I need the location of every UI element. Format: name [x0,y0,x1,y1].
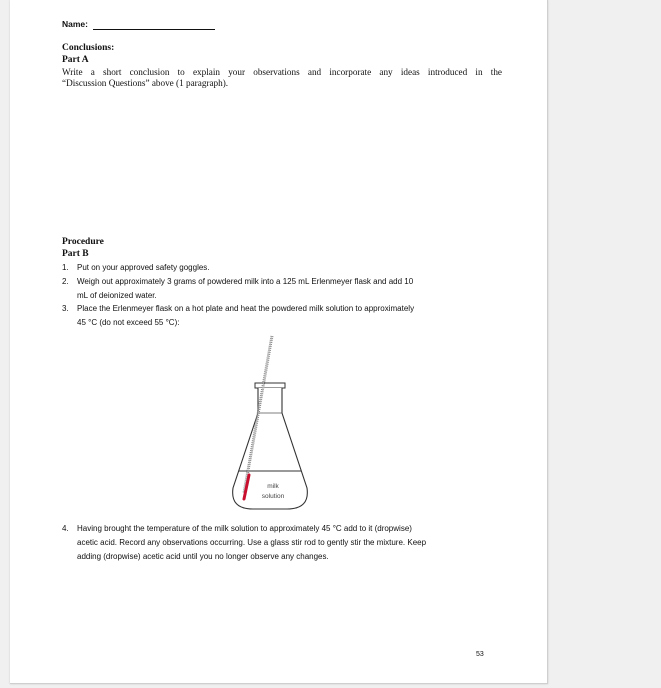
step-number: 4. [62,524,69,533]
step-text: Place the Erlenmeyer flask on a hot plate and heat the powdered milk solution to approximately [77,304,415,313]
procedure-heading: Procedure [62,237,104,247]
step-text: Put on your approved safety goggles. [77,263,210,272]
step-text: 45 °C (do not exceed 55 °C): [77,318,180,327]
step-number: 2. [62,277,69,286]
flask-label-solution: solution [261,493,285,500]
part-b-heading: Part B [62,249,89,259]
step-text: adding (dropwise) acetic acid until you no longer observe any changes. [77,552,329,561]
name-label: Name: [62,19,88,29]
step-number: 1. [62,263,69,272]
erlenmeyer-flask-figure [225,333,335,518]
step-text: mL of deionized water. [77,291,157,300]
conclusions-text-line1: Write a short conclusion to explain your observations and incorporate any ideas introduced in the [62,67,502,77]
conclusions-text-line2: “Discussion Questions” above (1 paragraph). [62,78,229,88]
step-text: Weigh out approximately 3 grams of powdered milk into a 125 mL Erlenmeyer flask and add 10 [77,277,414,286]
conclusions-heading: Conclusions: [62,43,115,53]
flask-rim [255,383,285,388]
page-number: 53 [476,651,484,658]
viewer-background [547,0,661,688]
flask-outline [233,388,308,509]
step-text: acetic acid. Record any observations occurring. Use a glass stir rod to gently stir the mixture. Keep [77,538,427,547]
part-a-heading: Part A [62,55,89,65]
name-field-line [93,29,215,30]
step-text: Having brought the temperature of the milk solution to approximately 45 °C add to it (dropwise) [77,524,412,533]
flask-label-milk: milk [267,483,279,490]
step-number: 3. [62,304,69,313]
